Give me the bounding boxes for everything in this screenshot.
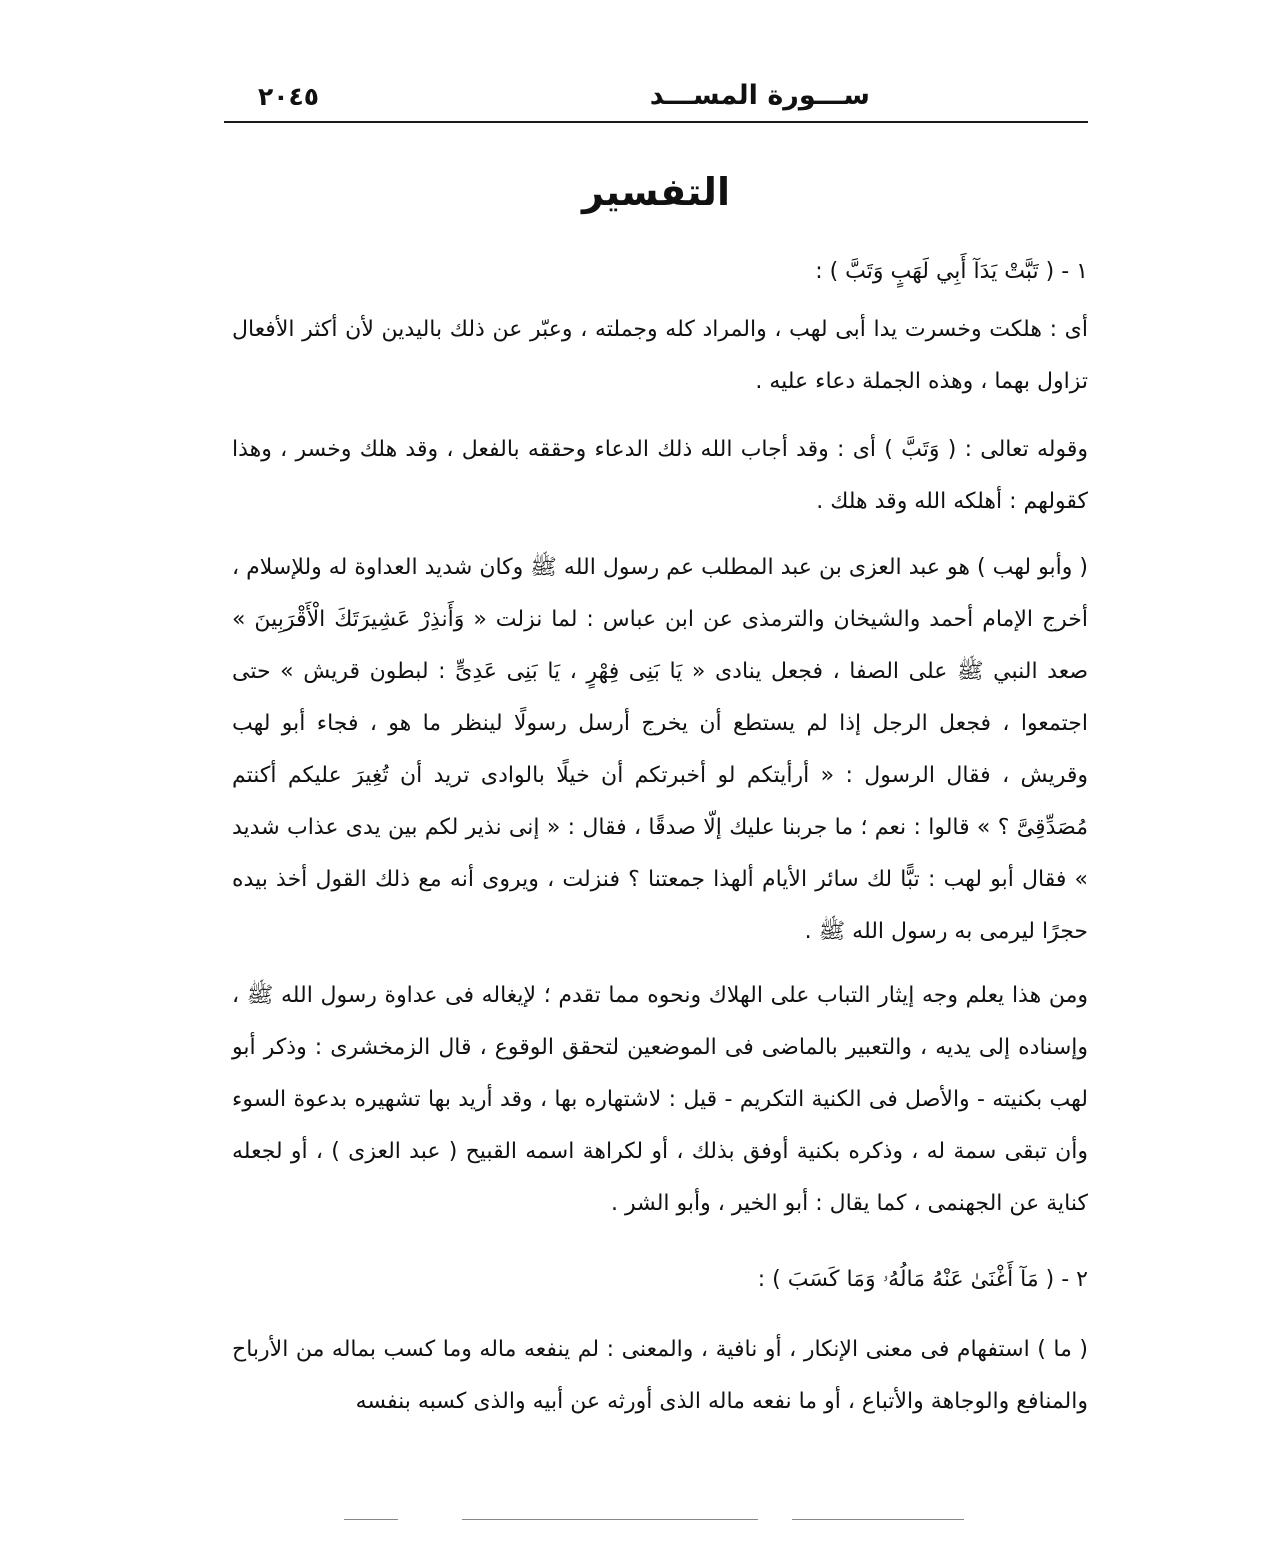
verse-text: ١ - ( تَبَّتْ يَدَآ أَبِي لَهَبٍ وَتَبَّ ) : [815, 259, 1088, 284]
paragraph-1 [232, 304, 1088, 408]
paragraph-2 [232, 424, 1088, 528]
paragraph-text: وقوله تعالى : ( وَتَبَّ ) أى : وقد أجاب الله ذلك الدعاء وحققه بالفعل ، وقد هلك وخسر ، وهذا كقولهم : أهلكه الله وقد هلك . [232, 437, 1088, 514]
paragraph-text: ( ما ) استفهام فى معنى الإنكار ، أو نافية ، والمعنى : لم ينفعه ماله وما كسب بماله من الأرباح والمنافع والوجاهة والأتباع ، أو ما نفعه ماله الذى أورثه عن أبيه والذى كسبه بنفسه [232, 1337, 1088, 1414]
paragraph-text: أى : هلكت وخسرت يدا أبى لهب ، والمراد كله وجملته ، وعبّر عن ذلك باليدين لأن أكثر الأفعال تزاول بهما ، وهذه الجملة دعاء عليه . [232, 317, 1088, 394]
paragraph-3 [232, 542, 1088, 958]
header-rule [224, 121, 1088, 123]
paragraph-5 [232, 1324, 1088, 1428]
section-title: التفسير [582, 170, 730, 214]
paragraph-text: ( وأبو لهب ) هو عبد العزى بن عبد المطلب عم رسول الله ﷺ وكان شديد العداوة له وللإسلام ، أخرج الإمام أحمد والشيخان والترمذى عن ابن عباس : لما نزلت « وَأَنذِرْ عَشِيرَتَكَ الْأَقْرَبِينَ » صعد النبي ﷺ على الصفا ، فجعل ينادى « يَا بَنِى فِهْرٍ ، يَا بَنِى عَدِىٍّ : لبطون قريش » حتى اجتمعوا ، فجعل الرجل إذا لم يستطع أن يخرج أرسل رسولًا لينظر ما هو ، فجاء أبو لهب وقريش ، فقال الرسول : « أرأيتكم لو أخبرتكم أن خيلًا بالوادى تريد أن تُغِيرَ عليكم أكنتم مُصَدِّقِىَّ ؟ » قالوا : نعم ؛ ما جربنا عليك إلّا صدقًا ، فقال : « إنى نذير لكم بين يدى عذاب شديد » فقال أبو لهب : تبًّا لك سائر الأيام ألهذا جمعتنا ؟ فنزلت ، ويروى أنه مع ذلك القول أخذ بيده حجرًا ليرمى به رسول الله ﷺ . [232, 555, 1088, 944]
verse-text: ٢ - ( مَآ أَغْنَىٰ عَنْهُ مَالُهُۥ وَمَا كَسَبَ ) : [757, 1267, 1088, 1292]
scan-footer-mark [462, 1519, 758, 1520]
paragraph-text: ومن هذا يعلم وجه إيثار التباب على الهلاك ونحوه مما تقدم ؛ لإيغاله فى عداوة رسول الله ﷺ ، وإسناده إلى يديه ، والتعبير بالماضى فى الموضعين لتحقق الوقوع ، قال الزمخشرى : وذكر أبو لهب بكنيته - والأصل فى الكنية التكريم - قيل : لاشتهاره بها ، وقد أريد بها تشهيره بدعوة السوء وأن تبقى سمة له ، وذكره بكنية أوفق بذلك ، أو لكراهة اسمه القبيح ( عبد العزى ) ، أو لجعله كناية عن الجهنمى ، كما يقال : أبو الخير ، وأبو الشر . [232, 983, 1088, 1216]
paragraph-4 [232, 970, 1088, 1230]
surah-title: ســـورة المســـد [649, 80, 870, 111]
scan-footer-mark [792, 1519, 964, 1520]
running-header [224, 78, 1088, 118]
verse-heading-1 [232, 250, 1088, 294]
scan-footer-mark [344, 1519, 398, 1520]
page-number: ٢٠٤٥ [258, 82, 320, 111]
verse-heading-2 [232, 1258, 1088, 1302]
